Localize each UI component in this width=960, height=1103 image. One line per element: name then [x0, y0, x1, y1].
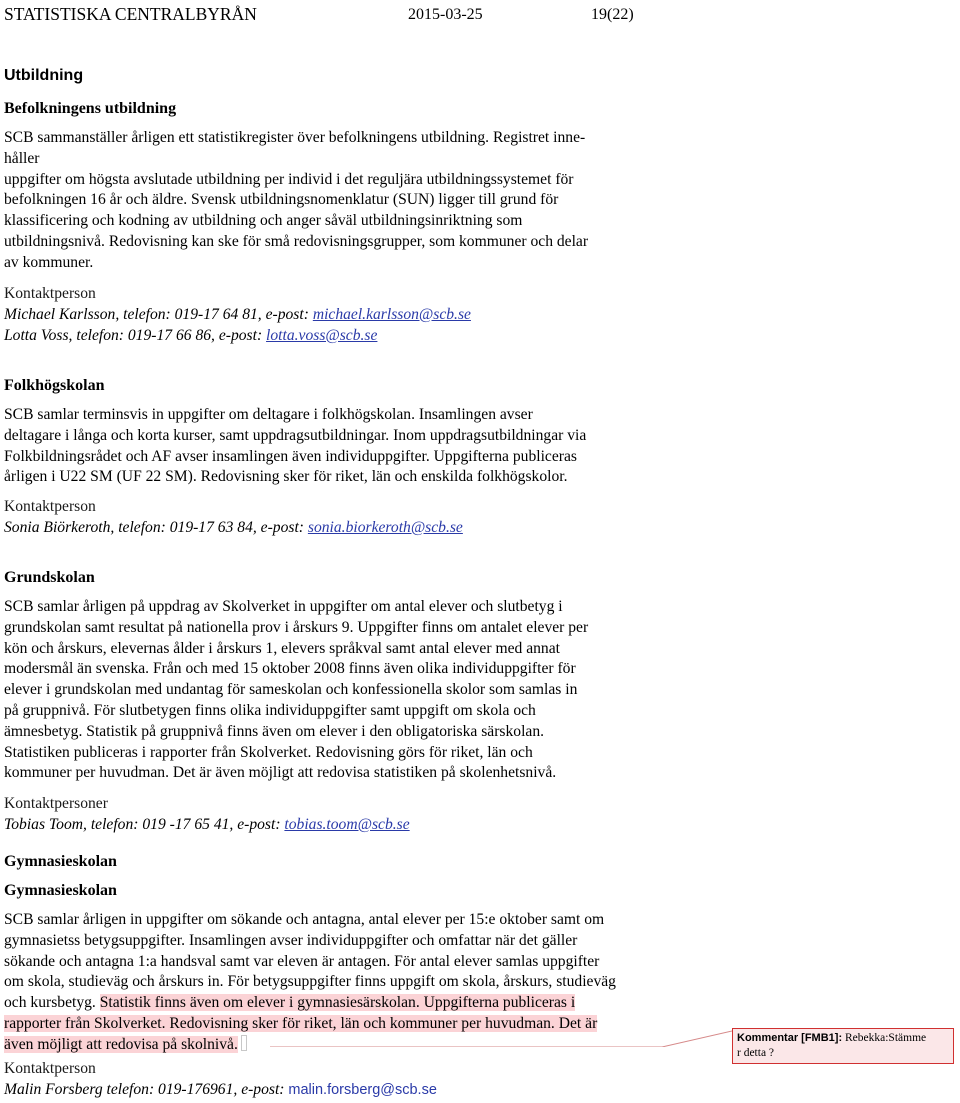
section-title: Utbildning — [4, 67, 84, 84]
email-link-toom[interactable]: tobias.toom@scb.se — [284, 816, 410, 833]
befolkning-line: klassificering och kodning av utbildning och anger såväl utbildningsinriktning som — [4, 212, 523, 230]
grundskolan-line: SCB samlar årligen på uppdrag av Skolverket in uppgifter om antal elever och slutbetyg i — [4, 598, 563, 615]
befolkning-paragraph — [4, 128, 694, 274]
grundskolan-line: modersmål än svenska. Från och med 15 oktober 2008 finns även olika individuppgifter för — [4, 660, 576, 678]
gymnasieskolan-line: om skola, studieväg och årskurs in. För betygsuppgifter finns uppgift om skola, årskurs, studieväg — [4, 973, 616, 991]
grundskolan-line: på gruppnivå. För slutbetygen finns olika individuppgifter samt uppgift om skola och — [4, 701, 536, 719]
gymnasieskolan-line — [4, 993, 694, 1014]
contact-line-toom — [4, 815, 410, 836]
folkhogskolan-line: SCB samlar terminsvis in uppgifter om deltagare i folkhögskolan. Insamlingen avser — [4, 406, 533, 423]
comment-text: Rebekka:Stämme — [842, 1032, 927, 1044]
comment-balloon[interactable] — [732, 1028, 954, 1064]
contact-text: Michael Karlsson, telefon: 019-17 64 81, e-post: — [4, 306, 313, 323]
gymnasieskolan-heading: Gymnasieskolan — [4, 853, 117, 870]
highlighted-text: även möjligt att redovisa på skolnivå. — [4, 1035, 238, 1053]
grundskolan-line: grundskolan samt resultat på nationella prov i årskurs 9. Uppgifter finns om antalet elever per — [4, 618, 589, 636]
contact-line-karlsson — [4, 305, 471, 326]
contact-text: Sonia Biörkeroth, telefon: 019-17 63 84, e-post: — [4, 519, 308, 536]
grundskolan-line: kön och årskurs, elevernas ålder i årskurs 1, elevers språkval samt antal elever med annat — [4, 639, 560, 657]
contact-text: Malin Forsberg telefon: 019-176961, e-post: — [4, 1081, 289, 1098]
folkhogskolan-paragraph — [4, 405, 694, 488]
befolkning-line: utbildningsnivå. Redovisning kan ske för små redovisningsgrupper, som kommuner och delar — [4, 232, 589, 250]
folkhogskolan-line: Folkbildningsrådet och AF avser insamlingen även individuppgifter. Uppgifterna publiceras — [4, 447, 577, 465]
contact-line-forsberg — [4, 1080, 437, 1101]
email-link-biorkeroth[interactable]: sonia.biorkeroth@scb.se — [307, 519, 463, 536]
contact-line-voss — [4, 326, 377, 347]
highlighted-text: rapporter från Skolverket. Redovisning sker för riket, län och kommuner per huvudman. Det är — [4, 1014, 598, 1032]
contact-line-biorkeroth — [4, 518, 463, 539]
folkhogskolan-line: deltagare i långa och korta kurser, samt uppdragsutbildningar. Inom uppdragsutbildningar via — [4, 426, 587, 444]
header-date: 2015-03-25 — [408, 6, 483, 23]
befolkning-line: av kommuner. — [4, 253, 94, 271]
gymnasieskolan-line: sökande och antagna 1:a handsval samt var eleven är antagen. För antal elever samlas uppgifter — [4, 952, 600, 970]
grundskolan-line: Statistiken publiceras i rapporter från Skolverket. Redovisning görs för riket, län och — [4, 743, 533, 761]
grundskolan-contact-label: Kontaktpersoner — [4, 795, 108, 812]
gymnasieskolan-line: gymnasietss betygsuppgifter. Insamlingen avser individuppgifter och omfattar när det gäller — [4, 931, 578, 949]
line-text: och kursbetyg. — [4, 994, 100, 1012]
gymnasieskolan-line: SCB samlar årligen in uppgifter om sökande och antagna, antal elever per 15:e oktober samt om — [4, 911, 605, 928]
gymnasieskolan-contact-label: Kontaktperson — [4, 1060, 96, 1077]
befolkning-line: håller — [4, 149, 40, 167]
contact-text: Lotta Voss, telefon: 019-17 66 86, e-post: — [4, 327, 267, 344]
folkhogskolan-title: Folkhögskolan — [4, 377, 105, 394]
email-link-forsberg[interactable]: malin.forsberg@scb.se — [288, 1082, 437, 1098]
grundskolan-line: elever i grundskolan med undantag för sameskolan och konfessionella skolor som samlas in — [4, 681, 578, 699]
befolkning-line: befolkningen 16 år och äldre. Svensk utbildningsnomenklatur (SUN) ligger till grund för — [4, 191, 559, 209]
highlighted-text: Statistik finns även om elever i gymnasiesärskolan. Uppgifterna publiceras i — [99, 994, 576, 1012]
folkhogskolan-contact-label: Kontaktperson — [4, 498, 96, 515]
befolkning-contact-label: Kontaktperson — [4, 285, 96, 302]
header-org: STATISTISKA CENTRALBYRÅN — [4, 4, 257, 24]
comment-connector-line — [270, 1027, 732, 1047]
grundskolan-paragraph — [4, 597, 694, 784]
grundskolan-line: kommuner per huvudman. Det är även möjligt att redovisa statistiken på skolenhetsnivå. — [4, 764, 557, 782]
comment-anchor-marker[interactable] — [241, 1035, 247, 1051]
comment-key: Kommentar [FMB1]: — [737, 1032, 843, 1044]
befolkning-title: Befolkningens utbildning — [4, 100, 177, 117]
contact-text: Tobias Toom, telefon: 019 -17 65 41, e-post: — [4, 816, 285, 833]
email-link-karlsson[interactable]: michael.karlsson@scb.se — [312, 306, 471, 323]
comment-text-cont: r detta ? — [737, 1047, 775, 1059]
befolkning-line: uppgifter om högsta avslutade utbildning per individ i det reguljära utbildningssystemet för — [4, 170, 574, 188]
gymnasieskolan-subheading: Gymnasieskolan — [4, 882, 117, 899]
grundskolan-title: Grundskolan — [4, 569, 95, 586]
befolkning-line: SCB sammanställer årligen ett statistikregister över befolkningens utbildning. Registret inne- — [4, 129, 586, 146]
header-page-number: 19(22) — [591, 6, 634, 23]
folkhogskolan-line: årligen i U22 SM (UF 22 SM). Redovisning sker för riket, län och enskilda folkhögskolor. — [4, 468, 568, 486]
email-link-voss[interactable]: lotta.voss@scb.se — [266, 327, 378, 344]
grundskolan-line: ämnesbetyg. Statistik på gruppnivå finns även om elever i den obligatoriska särskolan. — [4, 722, 545, 740]
